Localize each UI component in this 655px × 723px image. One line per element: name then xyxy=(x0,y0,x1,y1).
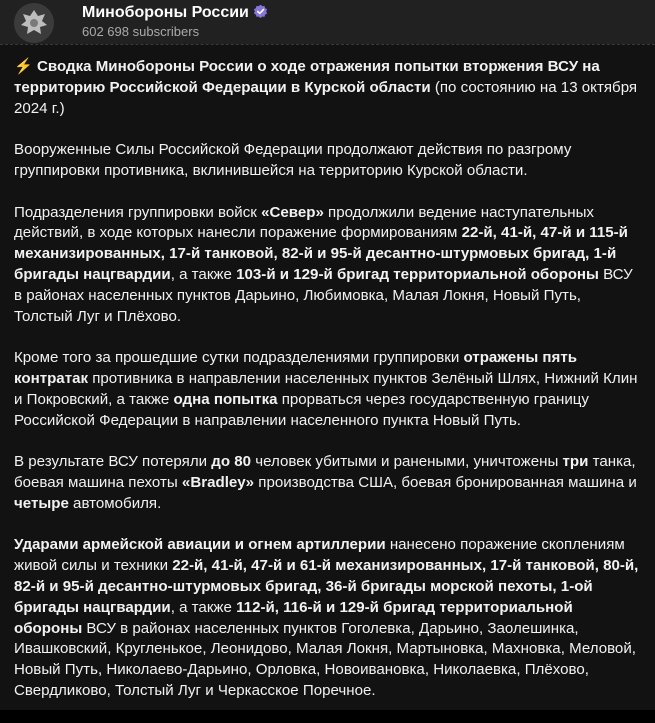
channel-header xyxy=(0,0,655,44)
bold-text: 22-й, 41-й, 47-й и 115-й механизированных, 17-й танковой, 82-й и 95-й десантно-штурмовых бригад, 1-й бригады нацгвардии xyxy=(14,224,628,283)
text-run: , а также xyxy=(170,265,237,283)
text-run: продолжили ведение наступательных действий, в ходе которых нанесли поражение формированиям xyxy=(14,203,594,242)
bold-text: отражены пять контратак xyxy=(14,349,577,387)
channel-avatar[interactable] xyxy=(14,3,54,43)
text-run: автомобиля. xyxy=(68,494,162,512)
lightning-icon: ⚡ xyxy=(14,58,37,75)
channel-name-text: Минобороны России xyxy=(82,4,249,21)
text-run: В результате ВСУ потеряли xyxy=(14,453,212,471)
bold-text: 112-й, 116-й и 129-й бригад территориальной обороны xyxy=(14,598,573,637)
text-run: человек убитыми и ранеными, уничтожены xyxy=(251,453,563,471)
text-run: ВСУ в районах населенных пунктов Гоголевка, Дарьино, Заолешинка, Ивашковский, Кругленькое, Леонидово, Малая Локня, Мартыновка, Махновка, Меловой, Новый Путь, Николаево-Дарьино, Орловка, Новоивановка, Николаевка, Плёхово, Свердликово, Толстый Луг и Черкасское Поречное. xyxy=(14,619,636,699)
text-run: ВСУ в районах населенных пунктов Дарьино, Любимовка, Малая Локня, Новый Путь, Толстый Луг и Плёхово. xyxy=(14,265,633,325)
text-run: (по состоянию на 13 октября 2024 г.) xyxy=(14,78,638,117)
text-run: , а также xyxy=(170,598,237,616)
channel-title[interactable] xyxy=(82,4,268,22)
text-run: производства США, боевая бронированная машина и xyxy=(254,473,637,491)
post-bubble xyxy=(0,44,655,710)
text-run: Кроме того за прошедшие сутки подразделениями группировки xyxy=(14,349,464,367)
bold-text: до 80 xyxy=(211,453,252,471)
subscriber-count: 602 698 subscribers xyxy=(82,24,200,39)
post-paragraph xyxy=(14,348,642,431)
post-text xyxy=(14,57,642,723)
bold-text: «Bradley» xyxy=(181,473,255,491)
post-paragraph xyxy=(14,140,642,182)
verified-badge-icon xyxy=(253,4,268,19)
bold-text: 103-й и 129-й бригад территориальной обороны xyxy=(236,265,599,283)
text-run: Подразделения группировки войск xyxy=(14,203,262,221)
text-run: нанесено поражение скоплениям живой силы и техники xyxy=(14,536,625,575)
text-run: танка, боевая машина пехоты xyxy=(14,453,636,491)
bold-text: 22-й, 41-й, 47-й и 61-й механизированных, 17-й танковой, 80-й, 82-й и 95-й десантно-штурмовых бригад, 36-й бригады морской пехоты, 1-ой бригады нацгвардии xyxy=(14,557,639,616)
post-paragraph xyxy=(14,452,642,514)
post-paragraph xyxy=(14,203,642,328)
text-run: прорваться через государственную границу Российской Федерации в направлении населенного пункта Новый Путь. xyxy=(14,390,589,429)
bold-text: Сводка Минобороны России о ходе отражения попытки вторжения ВСУ на территорию Российской Федерации в Курской области xyxy=(14,58,600,96)
text-run: Вооруженные Силы Российской Федерации продолжают действия по разгрому группировки противника, вклинившейся на территорию Курской области. xyxy=(14,141,572,179)
post-paragraph xyxy=(14,535,642,701)
emblem-icon xyxy=(14,3,54,43)
bold-text: четыре xyxy=(14,494,69,512)
bold-text: «Север» xyxy=(261,203,324,221)
post-paragraph xyxy=(14,57,642,119)
bold-text: три xyxy=(562,453,589,471)
bold-text: Ударами армейской авиации и огнем артиллерии xyxy=(14,536,386,554)
bold-text: одна попытка xyxy=(173,390,278,408)
text-run: противника в направлении населенных пунктов Зелёный Шлях, Нижний Клин и Покровский, а также xyxy=(14,369,638,408)
